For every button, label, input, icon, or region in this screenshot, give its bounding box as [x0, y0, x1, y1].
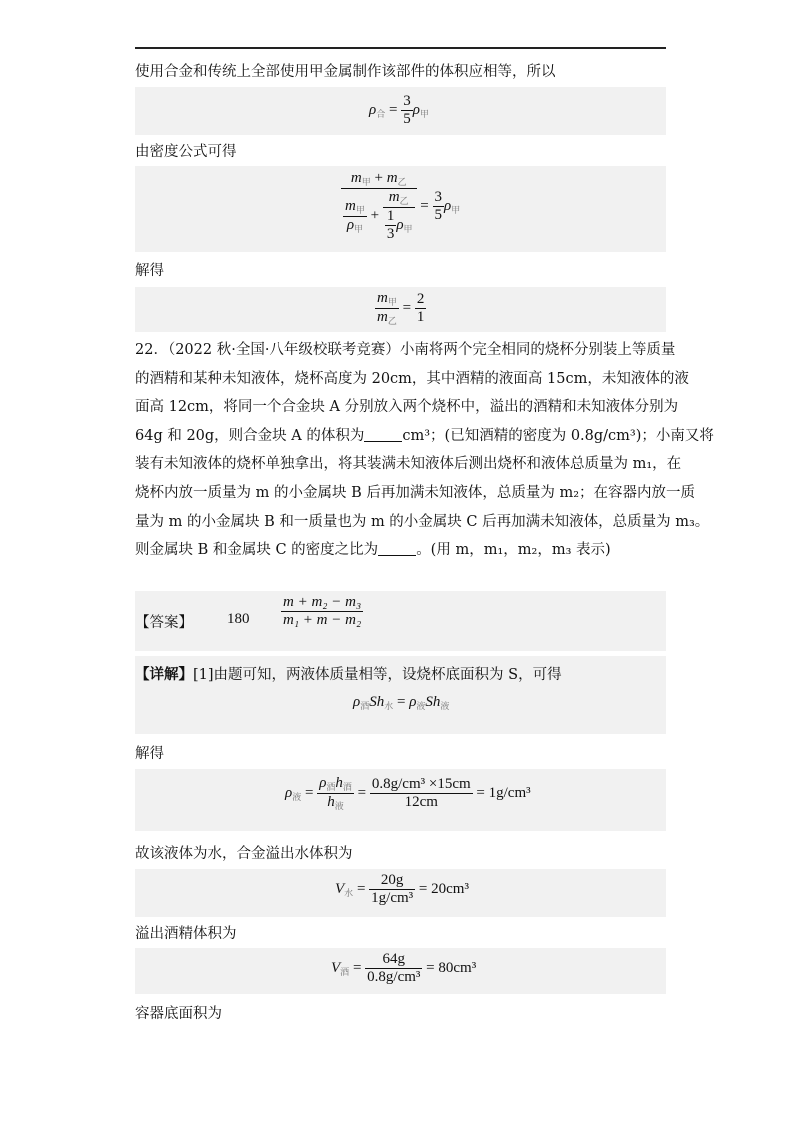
answer-value: 180 [227, 611, 250, 627]
answer-blank [364, 427, 402, 442]
text-line: 解得 [135, 746, 164, 762]
detail-text: [1]由题可知，两液体质量相等，设烧杯底面积为 S，可得 [193, 667, 562, 683]
equation-density-alloy: $\rho_合$ = $\frac{3}{5}$ $\rho_甲$ [369, 93, 429, 127]
answer-blank [378, 541, 416, 556]
equation-water-volume: $V_水$ = $\frac{20g}{\text{1g/cm³}}$ = 20cm³ [335, 872, 469, 906]
equation-alcohol-volume: $V_酒$ = $\frac{64g}{\text{0.8g/cm³}}$ = 80cm³ [331, 951, 477, 985]
equation-mass-result: $\frac{m_甲}{m_乙}$ = $\frac{2}{1}$ [377, 290, 425, 326]
detail-box [135, 656, 666, 734]
equation-liquid-density: $\rho_液$ = $\frac{\rho_酒h_酒}{h_液}$ = $\frac{\text{0.8g/cm³ ×15cm}}{12cm}$ = 1g/cm³ [285, 775, 531, 811]
formula-box [135, 287, 666, 332]
formula-box [135, 869, 666, 917]
answer-box [135, 591, 666, 651]
text-line: 解得 [135, 263, 164, 279]
formula-box [135, 948, 666, 994]
text-line: 故该液体为水，合金溢出水体积为 [135, 846, 353, 862]
text-line: 由密度公式可得 [135, 144, 237, 160]
detail-label: 【详解】 [135, 666, 193, 683]
formula-box [135, 87, 666, 135]
formula-box [135, 166, 666, 252]
problem-22: 22．（2022 秋·全国·八年级校联考竞赛）小南将两个完全相同的烧杯分别装上等质量 的酒精和某种未知液体，烧杯高度为 20cm，其中酒精的液面高 15cm，未知液体的液 面高 12cm，将同一个合金块 A 分别放入两个烧杯中，溢出的酒精和未知液体分别为 64g 和 20g，则合金块 A 的体积为 cm³；(已知酒精的密度为 0.8g/cm³)；小南又将 装有未知液体的烧杯单独拿出，将其装满未知液体后测出烧杯和液体总质量为 m₁，在 烧杯内放一质量为 m 的小金属块 B 后再加满未知液体，总质量为 m₂；在容器内放一质 量为 m 的小金属块 B 和一质量也为 m 的小金属块 C 后再加满未知液体，总质量为 m₃。 则金属块 B 和金属块 C 的密度之比为 。(用 m，m₁，m₂，m₃ 表示) [135, 342, 714, 559]
formula-box [135, 769, 666, 831]
equation-mass-ratio: $m_甲 + m_乙$ $\frac{m_甲}{\rho_甲}$ + $m_乙$ $\frac{1}{3}$ $\rho_甲$ = $\frac{3}{5}$ $\rho_甲$ [341, 170, 460, 243]
text-line: 溢出酒精体积为 [135, 926, 237, 942]
text-line: 容器底面积为 [135, 1006, 222, 1022]
text-line: 使用合金和传统上全部使用甲金属制作该部件的体积应相等，所以 [135, 64, 556, 80]
answer-fraction: $\frac{\text{m + m₂ − m₃}}{\text{m₁ + m − m₂}}$ [283, 594, 362, 628]
header-rule [135, 47, 666, 49]
answer-label: 【答案】 [135, 615, 193, 631]
equation-mass-equal: $\rho_酒Sh_水 = \rho_液Sh_液$ [353, 694, 450, 711]
